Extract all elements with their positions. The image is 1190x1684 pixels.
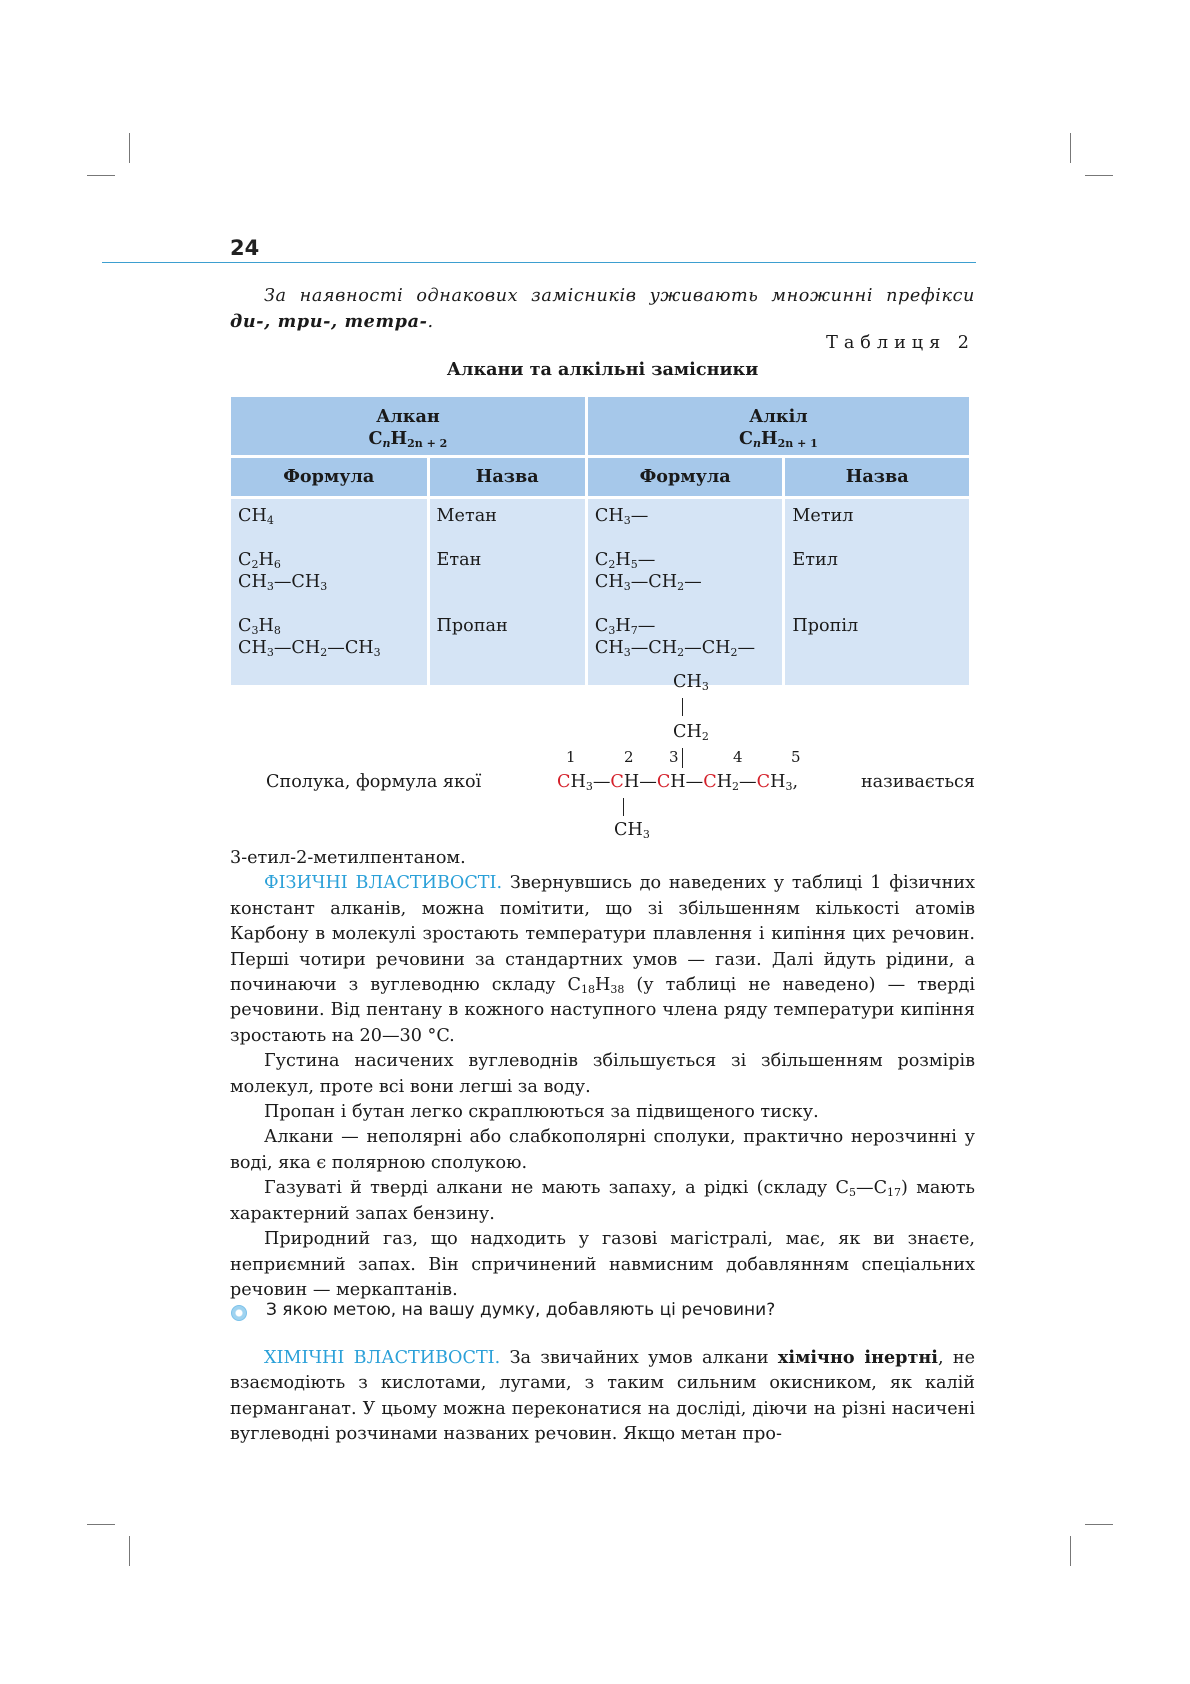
header-rule [102, 262, 976, 263]
compound-after: називається [860, 772, 975, 792]
crop-mark [1085, 1524, 1113, 1525]
physical-p3: Пропан і бутан легко скраплюються за підвищеного тиску. [264, 1102, 819, 1123]
alkanes-table [228, 394, 972, 688]
intro-paragraph [230, 284, 975, 336]
alkyl-formula-cell [588, 499, 783, 685]
physical-p2: Густина насичених вуглеводнів збільшується зі збільшенням розмірів молекул, проте всі вони легші за воду. [230, 1051, 975, 1097]
intro-line1: За наявності однакових замісників уживають множинні префікси [264, 286, 975, 306]
table-title: Алкани та алкільні замісники [446, 359, 759, 380]
alkane-group-header: Алкан $C_nH_{2n + 2}$ [231, 397, 585, 455]
section-heading: ХІМІЧНІ ВЛАСТИВОСТІ. [264, 1348, 501, 1368]
physical-p5: Газуваті й тверді алкани не мають запаху, а рідкі (складу $C_5—C_{17}$) мають характерний запах бензину. [230, 1178, 976, 1224]
compound-name: 3-етил-2-метилпентаном. [230, 848, 466, 868]
intro-line2: ди-, три-, тетра-. [230, 311, 434, 333]
table-entry: $C_3H_8$ $CH_3—CH_2—CH_3$ [238, 616, 381, 659]
col-header-formula: Формула [588, 458, 783, 496]
chemical-p1: ХІМІЧНІ ВЛАСТИВОСТІ. За звичайних умов алкани хімічно інертні, не взаємодіють з кислотами, лугами, з таким сильним окисником, як калій перманганат. У цьому можна переконатися на досліді, діючи на різні насичені вуглеводні розчинами названих речовин. Якщо метан про- [230, 1347, 975, 1445]
crop-mark [1070, 1536, 1071, 1566]
question: З якою метою, на вашу думку, добавляють ці речовини? [266, 1300, 776, 1320]
top-ch2: $CH_2$ [673, 722, 709, 743]
table-entry: $C_3H_7—$ $CH_3—CH_2—CH_2—$ [594, 616, 756, 659]
col-header-name: Назва [430, 458, 585, 496]
col-header-formula: Формула [231, 458, 427, 496]
alkyl-general-formula: $C_nH_{2n + 1}$ [739, 428, 818, 450]
table-entry: $C_2H_6$ $CH_3—CH_3$ [238, 550, 328, 593]
physical-section [230, 846, 975, 1303]
alkane-general-formula: $C_nH_{2n + 2}$ [368, 428, 448, 450]
crop-mark [129, 133, 130, 163]
crop-mark [1070, 133, 1071, 163]
crop-mark [1085, 175, 1113, 176]
table-entry: $CH_4$ [238, 506, 274, 527]
top-ch3: $CH_3$ [673, 672, 709, 693]
bond-line [682, 748, 683, 768]
alkane-formula-cell [231, 499, 427, 685]
col-header-name: Назва [785, 458, 969, 496]
physical-p4: Алкани — неполярні або слабкополярні сполуки, практично нерозчинні у воді, яка є полярною сполукою. [230, 1127, 975, 1173]
crop-mark [87, 175, 115, 176]
page-number: 24 [230, 236, 260, 260]
alkane-name-cell: Метан Етан Пропан [430, 499, 585, 685]
main-chain: $CH_3—CH—CH—CH_2—CH_3$, [557, 772, 799, 793]
table-entry: $CH_3—$ [594, 506, 649, 527]
crop-mark [129, 1536, 130, 1566]
section-heading: ФІЗИЧНІ ВЛАСТИВОСТІ. [264, 873, 503, 894]
prefixes: ди-, три-, тетра- [230, 311, 428, 333]
chemical-section [230, 1345, 975, 1448]
table-entry: $C_2H_5—$ $CH_3—CH_2—$ [594, 550, 702, 593]
alkyl-group-header: Алкіл $C_nH_{2n + 1}$ [588, 397, 969, 455]
bond-line [623, 798, 624, 816]
crop-mark [87, 1524, 115, 1525]
table-label: Таблиця 2 [826, 333, 975, 353]
physical-p1: ФІЗИЧНІ ВЛАСТИВОСТІ. Звернувшись до наведених у таблиці 1 фізичних констант алканів, можна помітити, що зі збільшенням кількості атомів Карбону в молекулі зростають температури плавлення і кипіння цих речовин. Перші чотири речовини за стандартних умов — гази. Далі йдуть рідини, а починаючи з вуглеводню складу $C_{18}H_{38}$ (у таблиці не наведено) — тверді речовини. Від пентану в кожного наступного члена ряду температури кипіння зростають на 20—30 °C. [230, 873, 975, 1046]
bottom-ch3: $CH_3$ [614, 820, 650, 841]
bond-line [682, 698, 683, 716]
alkyl-name-cell: Метил Етил Пропіл [785, 499, 969, 685]
question-bullet-icon [231, 1305, 247, 1321]
compound-intro: Сполука, формула якої [266, 772, 482, 792]
physical-p6: Природний газ, що надходить у газові магістралі, має, як ви знаєте, неприємний запах. Він спричинений навмисним добавлянням спеціальних речовин — меркаптанів. [230, 1229, 975, 1300]
